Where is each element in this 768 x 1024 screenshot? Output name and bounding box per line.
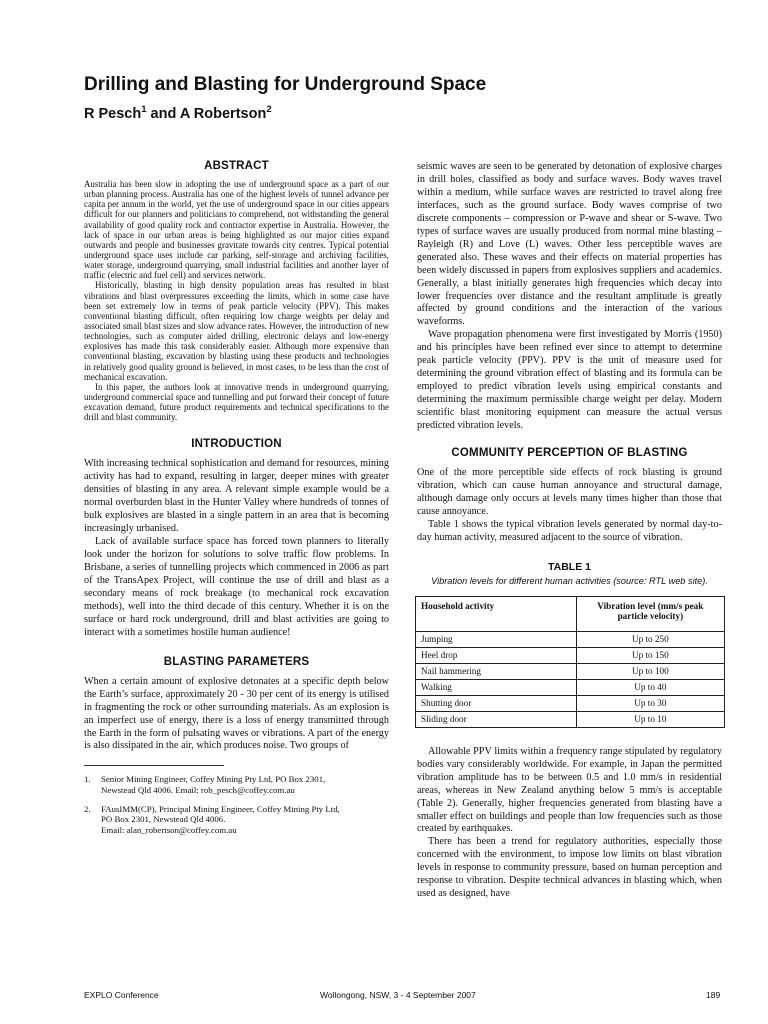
community-perception-body: [417, 467, 722, 545]
author-2: A Robertson: [179, 106, 267, 122]
table-cell: Up to 150: [576, 647, 724, 663]
footer-conference: EXPLO Conference: [84, 990, 159, 1000]
footnote-line: PO Box 2301, Newstead Qld 4006.: [101, 814, 226, 825]
body-paragraph: With increasing technical sophistication and demand for resources, mining activity has had to expand, resulting in larger, deeper mines with greater densities of blasting in any area. A relevant simple example would be a normal overburden blast in the Hunter Valley where hundreds of tonnes of bulk explosives are blasted in a single pattern in an area that is becoming increasingly urbanised.: [84, 458, 389, 535]
footnote: [84, 774, 389, 795]
body-paragraph: Allowable PPV limits within a frequency range stipulated by regulatory bodies vary considerably worldwide. For example, in Japan the permitted vibration amplitude has to be between 0.5 and 1.0 mm/s in residential areas, whereas in New Zealand anything below 5 mm/s is acceptable (Table 2). Generally, higher frequencies generated from blasting have a smaller effect on buildings and people than low frequencies such as those created by earthquakes.: [417, 745, 722, 835]
table-cell: Up to 100: [576, 663, 724, 679]
community-perception-heading: COMMUNITY PERCEPTION OF BLASTING: [451, 447, 688, 460]
body-paragraph: Lack of available surface space has forced town planners to literally look under the horizon for solutions to solve traffic flow problems. In Brisbane, a series of tunnelling projects which commenced in 2006 as part of the TransApex Project, will continue the use of drill and blast as a secondary means of rock breakage (to mechanical rock excavation methods), well into the third decade of this century. Whether it is on the surface or hard rock underground, drill and blast activities are going to interact with a sometimes hostile human audience!: [84, 536, 389, 638]
table-description: Vibration levels for different human activities (source: RTL web site).: [431, 575, 708, 586]
table-cell: Heel drop: [416, 647, 577, 663]
table-cell: Up to 30: [576, 695, 724, 711]
author-1: R Pesch: [84, 106, 142, 122]
table-header-cell: Vibration level (mm/s peak particle velocity): [576, 596, 724, 631]
body-paragraph: Wave propagation phenomena were first investigated by Morris (1950) and his principles have been refined ever since to attempt to determine peak particle velocity (PPV). PPV is the unit of measure used for determining the ground vibration effect of blasting and its formula can be employed to predict vibration levels using empirical constants and determining the maximum permissible charge weight per delay. Modern scientific blast monitoring equipment can measure the actual versus predicted vibration levels.: [417, 329, 722, 432]
table-row: [416, 647, 725, 663]
right-column: [417, 161, 722, 901]
vibration-levels-table: [415, 596, 725, 728]
footnote-line: Email: alan_robertson@coffey.com.au: [101, 824, 237, 835]
table-row: [416, 679, 725, 695]
paper-title: Drilling and Blasting for Underground Space: [84, 74, 487, 95]
left-column: [84, 160, 389, 843]
footnote-line: FAusIMM(CP), Principal Mining Engineer, Coffey Mining Pty Ltd,: [101, 803, 340, 814]
abstract-paragraph: Historically, blasting in high density population areas has resulted in blast vibrations and blast overpressures exceeding the limits, which in some case have been set extremely low in terms of peak particle velocity (PPV). This makes conventional blasting difficult, often requiring low charge weights per delay and associated small blast sizes and slow advance rates. However, the introduction of new technologies, such as computer aided drilling, electronic delays and low-energy explosives has made this task considerably easier. Although more expensive than conventional blasting, excavation by blasting using these products and technologies in relatively good quality ground is believed, in most cases, to be less than the cost of mechanical excavation.: [84, 280, 389, 382]
body-paragraph: One of the more perceptible side effects of rock blasting is ground vibration, which can cause human annoyance and structural damage, although damage only occurs at levels many times higher than those that cause annoyance.: [417, 467, 722, 517]
abstract-heading: ABSTRACT: [204, 160, 269, 172]
body-paragraph: seismic waves are seen to be generated by detonation of explosive charges in drill holes, classified as body and surface waves. Body waves travel within a medium, while surface waves are restricted to travel along free interfaces, such as the ground surface. Body waves comprise of two discrete components – compression or P-wave and shear or S-wave. Two types of surface waves are usually produced from normal mine blasting – Rayleigh (R) and Love (L) waves. Other less perceptible waves are generated also. These waves and their effects on material properties has been widely discussed in papers from explosives suppliers and academics. Generally, a blast initially generates high frequencies which decay into lower frequencies over distance and the resultant amplitude is greatly affected by ground conditions and the interaction of the various waveforms.: [417, 161, 722, 328]
table-cell: Shutting door: [416, 695, 577, 711]
author-conjunction: and: [146, 106, 180, 122]
footnote-number: 1.: [84, 774, 91, 785]
table-row: [416, 631, 725, 647]
footnote-number: 2.: [84, 803, 91, 814]
table-row: [416, 711, 725, 727]
table-caption: [417, 561, 722, 586]
table-cell: Sliding door: [416, 711, 577, 727]
table-row: [416, 663, 725, 679]
table-cell: Jumping: [416, 631, 577, 647]
table-cell: Walking: [416, 679, 577, 695]
abstract-paragraph: Australia has been slow in adopting the use of underground space as a part of our urban planning process. Australia has one of the highest levels of tunnel advance per capita per annum in the world, yet the use of underground space in our cities appears difficult for our planners and politicians to comprehend, not withstanding the general availability of good quality rock and contractor expertise in Australia. However, the lack of space in our urban areas is being highlighted as our major cities expand outwards and people and businesses gravitate towards city centres. Typical potential underground space uses include car parking, self-storage and archiving facilities, water storage, underground quarrying, small industrial facilities and another layer of traffic (electric and fuel cell) and services network.: [84, 179, 389, 281]
footnote-divider: [84, 765, 224, 766]
footer-location-date: Wollongong, NSW, 3 - 4 September 2007: [320, 990, 476, 1000]
table-cell: Nail hammering: [416, 663, 577, 679]
ppv-limits-body: [417, 746, 722, 901]
table-cell: Up to 250: [576, 631, 724, 647]
footnote: [84, 804, 389, 836]
body-paragraph: There has been a trend for regulatory authorities, especially those concerned with the environment, to impose low limits on blast vibration levels in response to community pressure, based on human perception and response to vibration. Despite technical advances in blasting which, when used as designed, have: [417, 836, 722, 900]
page-number: 189: [706, 990, 721, 1000]
blasting-parameters-heading: BLASTING PARAMETERS: [163, 655, 310, 668]
table-cell: Up to 40: [576, 679, 724, 695]
table-header-row: [416, 596, 725, 631]
introduction-heading: INTRODUCTION: [191, 438, 282, 451]
blasting-parameters-body: [84, 676, 389, 754]
table-row: [416, 695, 725, 711]
abstract-body: [84, 179, 389, 422]
author-1-affiliation-mark: 1: [141, 104, 147, 116]
introduction-body: [84, 458, 389, 639]
body-paragraph: Table 1 shows the typical vibration levels generated by normal day-to-day human activity, measured adjacent to the source of vibration.: [417, 518, 722, 543]
footnote-line: Newstead Qld 4006. Email: rob_pesch@coffey.com.au: [101, 784, 295, 795]
table-title: TABLE 1: [548, 560, 591, 573]
table-cell: Up to 10: [576, 711, 724, 727]
abstract-paragraph: In this paper, the authors look at innovative trends in underground quarrying, underground commercial space and tunnelling and put forward their concept of future excavation demand, future product requirements and technical specifications to the drill and blast community.: [84, 381, 389, 423]
table-header-cell: Household activity: [416, 596, 577, 631]
author-line: [84, 106, 272, 122]
author-2-affiliation-mark: 2: [266, 104, 272, 116]
seismic-waves-body: [417, 161, 722, 433]
body-paragraph: When a certain amount of explosive detonates at a specific depth below the Earth’s surface, approximately 20 - 30 per cent of its energy is utilised in fragmenting the rock or other surrounding materials. As an explosion is an imperfect use of energy, there is a loss of energy transmitted through the Earth in the form of pulsating waves or vibrations. A part of the energy is also dissipated in the air, which produces noise. Two groups of: [84, 675, 389, 752]
footnote-line: Senior Mining Engineer, Coffey Mining Pty Ltd, PO Box 2301,: [101, 774, 326, 785]
